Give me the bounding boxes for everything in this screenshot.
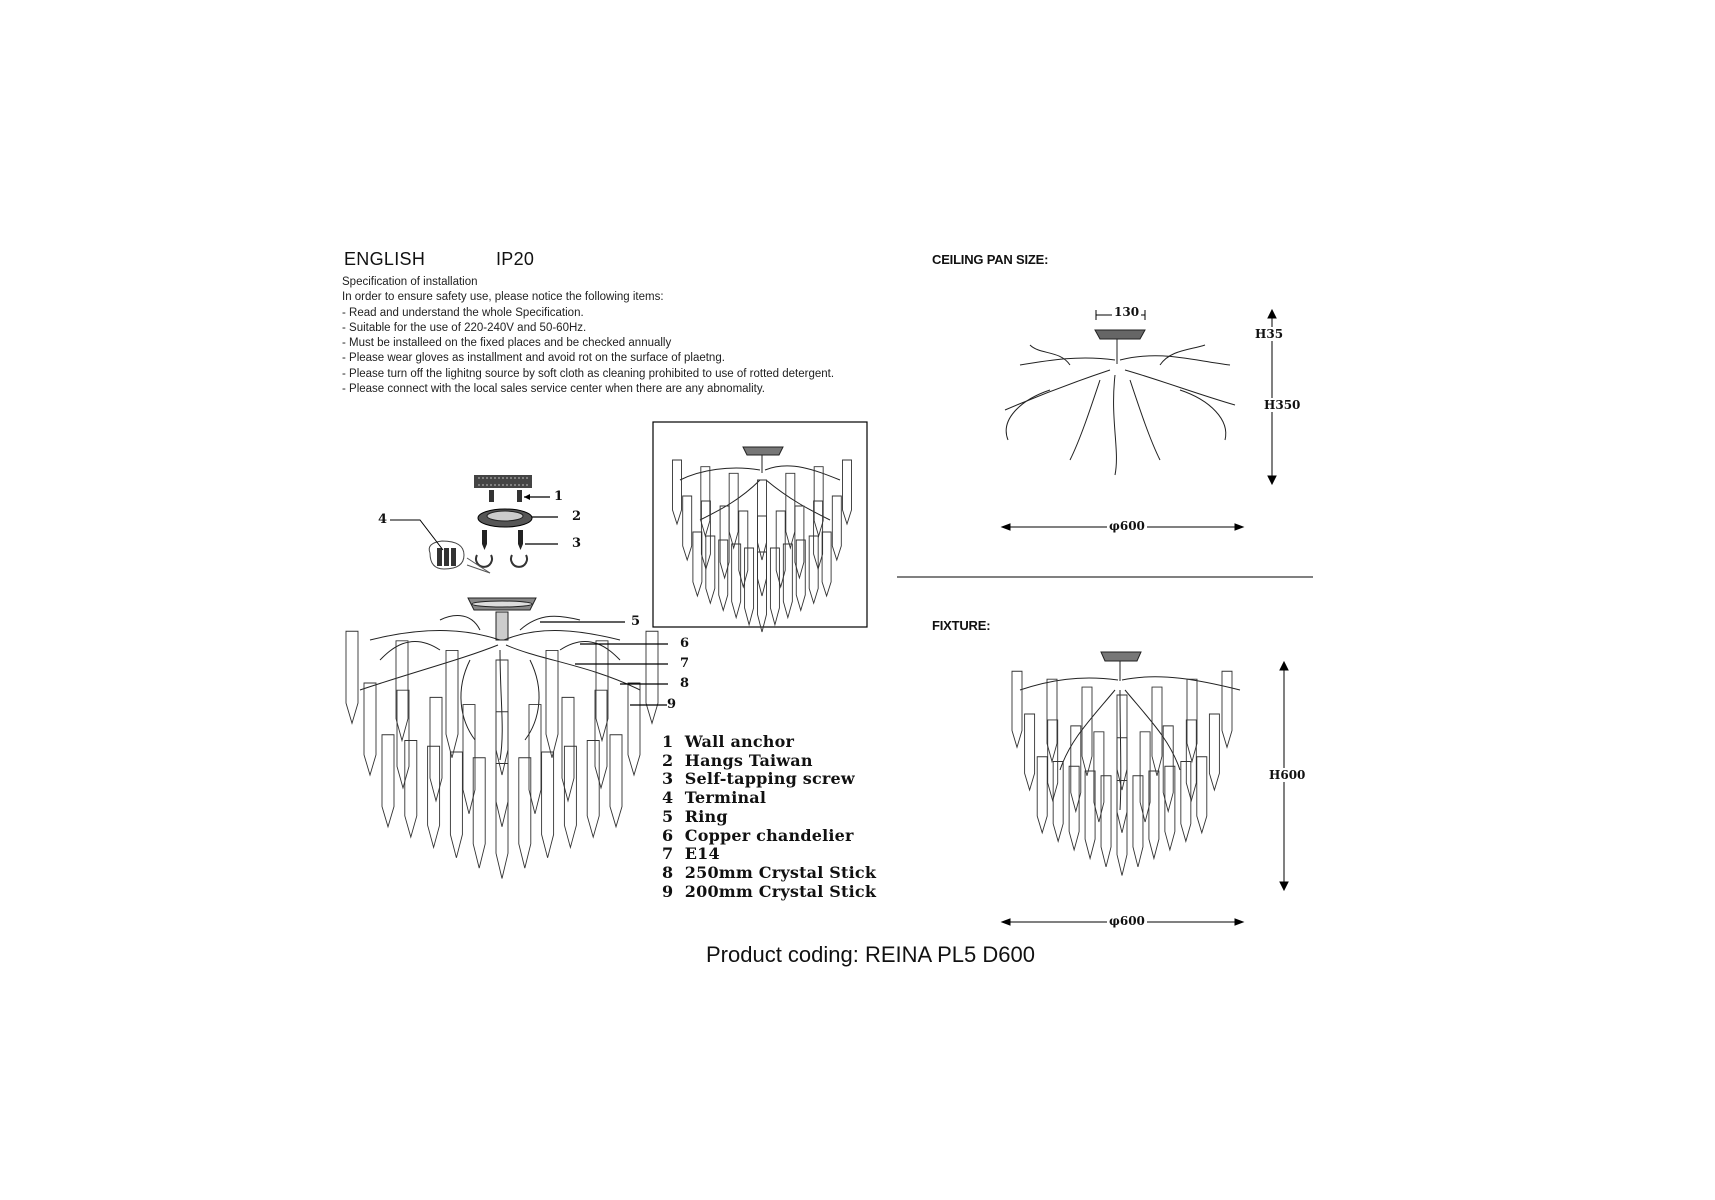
fixture-crystals [1012, 671, 1232, 875]
crystal-stick [1152, 687, 1162, 776]
terminal-drawing [390, 520, 490, 573]
crystal-stick [1101, 776, 1111, 867]
crystal-stick [673, 460, 682, 524]
crystal-stick [562, 697, 574, 801]
crystal-stick [628, 683, 640, 775]
crystal-stick [783, 544, 792, 618]
callout-3: 3 [572, 536, 582, 551]
ceiling-pan-height-top: H35 [1255, 327, 1284, 341]
crystal-stick [564, 746, 576, 847]
crystal-stick [843, 460, 852, 524]
spec-title: Specification of installation [342, 276, 478, 288]
crystal-stick [1025, 714, 1035, 790]
callout-5: 5 [631, 614, 641, 629]
hanging-plate-drawing [478, 509, 558, 527]
crystal-stick [758, 516, 767, 596]
legend-item: 1 Wall anchor [662, 732, 795, 751]
crystal-stick [1117, 695, 1127, 790]
crystal-stick [1209, 714, 1219, 790]
screws-drawing [476, 530, 558, 567]
crystal-stick [786, 473, 795, 548]
ceiling-pan-title: CEILING PAN SIZE: [932, 252, 1049, 267]
left-chandelier-drawing [346, 598, 658, 879]
legend-item: 2 Hangs Taiwan [662, 750, 813, 770]
crystal-stick [1117, 738, 1127, 833]
spec-item: - Please wear gloves as installment and avoid rot on the surface of plaetng. [342, 352, 725, 365]
crystal-stick [758, 552, 767, 632]
crystal-stick [1037, 757, 1047, 833]
crystal-stick [595, 690, 607, 788]
crystal-stick [610, 735, 622, 827]
legend-item: 8 250mm Crystal Stick [662, 862, 877, 882]
crystal-stick [693, 532, 702, 596]
ip-rating: IP20 [496, 249, 535, 269]
crystal-stick [496, 764, 508, 879]
legend-item: 5 Ring [662, 806, 728, 826]
spec-item: - Must be installeed on the fixed places and be checked annually [342, 337, 672, 350]
ceiling-pan-height: H350 [1264, 398, 1301, 412]
crystal-stick [382, 735, 394, 827]
crystal-stick [596, 641, 608, 741]
crystal-stick [1053, 762, 1063, 842]
crystal-stick [542, 752, 554, 858]
legend-item: 3 Self-tapping screw [662, 769, 855, 789]
callout-1: 1 [554, 489, 564, 504]
callout-2: 2 [572, 509, 582, 524]
callout-6: 6 [680, 636, 690, 651]
crystal-stick [1222, 671, 1232, 747]
ceiling-pan-drawing [1005, 330, 1235, 475]
crystal-stick [346, 631, 358, 723]
crystal-stick [729, 473, 738, 548]
crystal-stick [446, 650, 458, 757]
crystal-stick [405, 741, 417, 838]
crystal-stick [587, 741, 599, 838]
spec-item: - Suitable for the use of 220-240V and 50-60Hz. [342, 321, 587, 334]
spec-item: - Read and understand the whole Specification. [342, 306, 584, 319]
crystal-sticks-left [346, 631, 658, 878]
spec-item: - Please connect with the local sales service center when there are any abnomality. [342, 383, 765, 396]
fixture-diameter: φ600 [1109, 914, 1145, 928]
crystal-stick [776, 511, 785, 587]
crystal-stick [396, 641, 408, 741]
legend-item: 6 Copper chandelier [662, 825, 854, 845]
crystal-stick [758, 480, 767, 560]
product-coding: Product coding: REINA PL5 D600 [706, 942, 1035, 967]
crystal-stick [770, 548, 779, 625]
callout-4: 4 [378, 512, 388, 527]
ceiling-pan-width: 130 [1114, 305, 1140, 319]
callout-8: 8 [680, 676, 690, 691]
crystal-stick [1133, 776, 1143, 867]
parts-legend [662, 733, 876, 901]
crystal-stick [745, 548, 754, 625]
fixture-title: FIXTURE: [932, 618, 991, 633]
crystal-stick [683, 496, 692, 560]
spec-intro: In order to ensure safety use, please notice the following items: [342, 291, 664, 304]
crystal-stick [428, 746, 440, 847]
crystal-stick [1197, 757, 1207, 833]
crystal-stick [732, 544, 741, 618]
fixture-drawing [1012, 652, 1240, 876]
language-label: ENGLISH [344, 249, 426, 269]
crystal-stick [450, 752, 462, 858]
legend-item: 7 E14 [662, 844, 720, 864]
ceiling-pan-diameter: φ600 [1109, 519, 1145, 533]
crystal-stick [1012, 671, 1022, 747]
crystal-stick [430, 697, 442, 801]
crystal-stick [832, 496, 841, 560]
crystal-stick [739, 511, 748, 587]
crystal-stick [1082, 687, 1092, 776]
crystal-stick [546, 650, 558, 757]
crystal-stick [1181, 762, 1191, 842]
inset-crystals [673, 460, 852, 632]
wall-anchor-drawing [474, 475, 550, 502]
legend-item: 4 Terminal [662, 788, 767, 808]
callout-9: 9 [667, 697, 677, 712]
callout-7: 7 [680, 656, 690, 671]
fixture-height: H600 [1269, 768, 1306, 782]
inset-chandelier-drawing [673, 447, 852, 632]
crystal-stick [822, 532, 831, 596]
crystal-stick [364, 683, 376, 775]
legend-item: 9 200mm Crystal Stick [662, 881, 877, 901]
crystal-stick [397, 690, 409, 788]
spec-item: - Please turn off the lighitng source by soft cloth as cleaning prohibited to use of rotted detergent. [342, 367, 835, 380]
crystal-stick [1117, 781, 1127, 876]
crystal-stick [646, 631, 658, 723]
